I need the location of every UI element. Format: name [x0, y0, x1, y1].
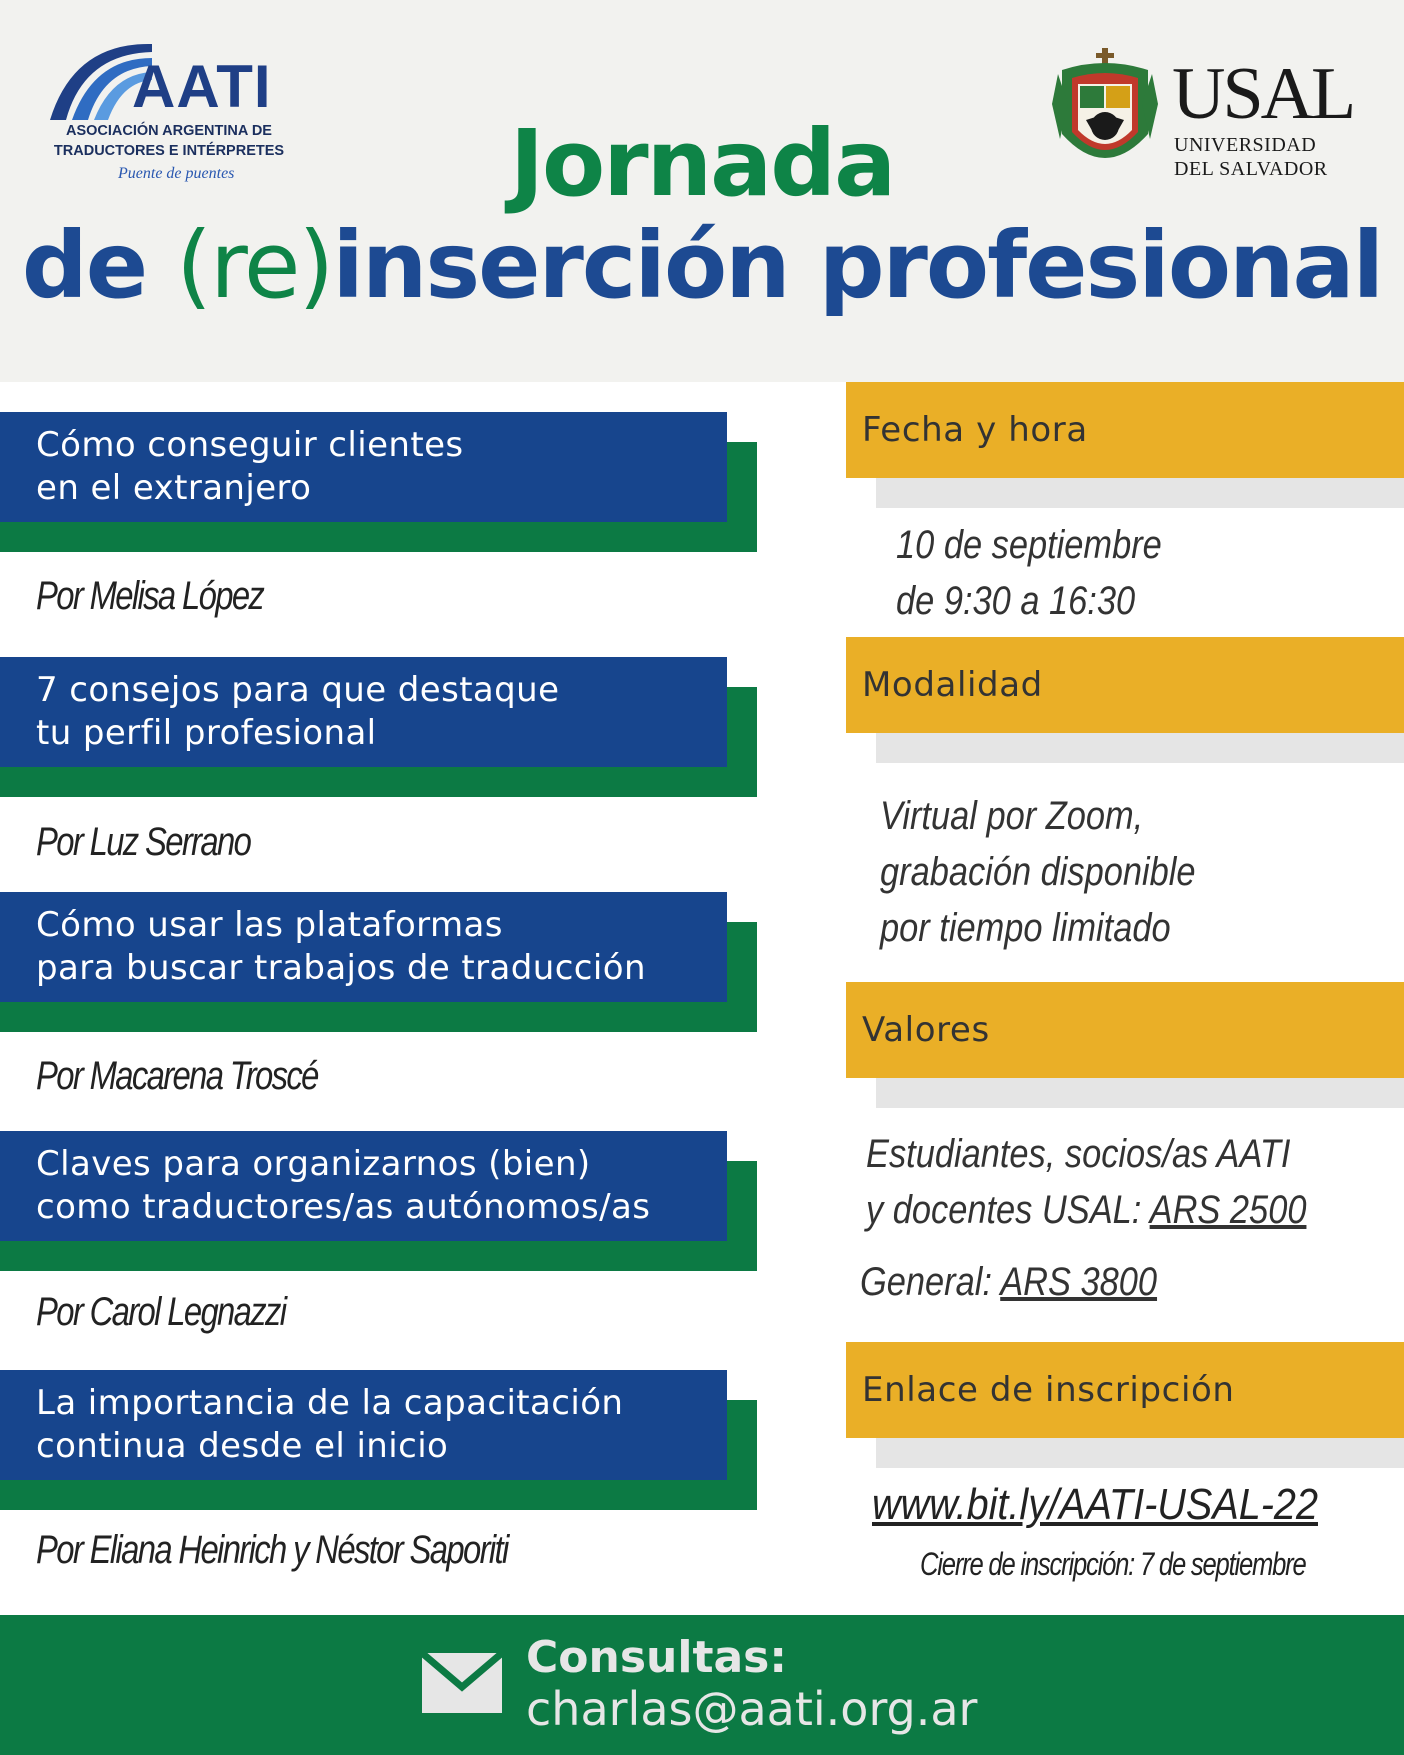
talk-5-speaker: Por Eliana Heinrich y Néstor Saporiti [36, 1528, 508, 1572]
mode-line3: por tiempo limitado [880, 906, 1171, 950]
aati-logo-line2: TRADUCTORES E INTÉRPRETES [53, 143, 285, 159]
talk-3-title-box [0, 892, 727, 1002]
price-member-value: ARS 2500 [1149, 1188, 1307, 1232]
title-prefix: de [21, 212, 177, 319]
talk-1-title: Cómo conseguir clientes en el extranjero [36, 425, 464, 508]
page-title-line1: Jornada [509, 110, 895, 217]
usal-logo-name: USAL [1172, 53, 1354, 135]
talk-4-title-box [0, 1131, 727, 1241]
link-heading: Enlace de inscripción [846, 1342, 1404, 1438]
talk-2-title: 7 consejos para que destaque tu perfil profesional [36, 670, 560, 753]
price-heading: Valores [846, 982, 1404, 1078]
registration-deadline: Cierre de inscripción: 7 de septiembre [920, 1546, 1306, 1582]
price-line1: Estudiantes, socios/as AATI [866, 1132, 1291, 1176]
price-heading-shadow [876, 1078, 1404, 1108]
date-line2: de 9:30 a 16:30 [896, 579, 1136, 623]
registration-link[interactable]: www.bit.ly/AATI-USAL-22 [872, 1480, 1318, 1529]
envelope-icon [420, 1651, 504, 1715]
talk-5-title-box [0, 1370, 727, 1480]
mode-line2: grabación disponible [880, 850, 1196, 894]
talk-4-speaker: Por Carol Legnazzi [36, 1290, 286, 1334]
talk-3-speaker: Por Macarena Troscé [36, 1054, 318, 1098]
contact-email[interactable]: charlas@aati.org.ar [526, 1682, 978, 1736]
usal-logo-line1: UNIVERSIDAD [1174, 134, 1317, 156]
aati-logo-line1: ASOCIACIÓN ARGENTINA DE [66, 123, 272, 139]
contact-label: Consultas: [526, 1632, 787, 1683]
link-heading-shadow [876, 1438, 1404, 1468]
price-general [860, 1254, 1157, 1310]
aati-logo-tagline: Puente de puentes [118, 165, 235, 182]
title-highlight: (re) [176, 212, 333, 319]
talk-1-speaker: Por Melisa López [36, 574, 264, 618]
talk-1-title-box [0, 412, 727, 522]
page-title-line2 [0, 212, 1404, 319]
mode-line1: Virtual por Zoom, [880, 794, 1144, 838]
mode-heading: Modalidad [846, 637, 1404, 733]
price-line2 [866, 1182, 1306, 1238]
title-suffix: inserción profesional [332, 212, 1383, 319]
mode-heading-shadow [876, 733, 1404, 763]
price-line2-prefix: y docentes USAL: [866, 1188, 1150, 1232]
talk-4-title: Claves para organizarnos (bien) como traductores/as autónomos/as [36, 1144, 651, 1227]
price-general-prefix: General: [860, 1260, 1001, 1304]
talk-2-speaker: Por Luz Serrano [36, 820, 251, 864]
price-general-value: ARS 3800 [1000, 1260, 1158, 1304]
talk-5-title: La importancia de la capacitación continua desde el inicio [36, 1383, 624, 1466]
usal-logo-line2: DEL SALVADOR [1174, 158, 1328, 180]
date-heading-shadow [876, 478, 1404, 508]
talk-3-title: Cómo usar las plataformas para buscar trabajos de traducción [36, 905, 646, 988]
talk-2-title-box [0, 657, 727, 767]
aati-logo-name: AATI [132, 53, 272, 120]
date-line1: 10 de septiembre [896, 523, 1162, 567]
date-heading: Fecha y hora [846, 382, 1404, 478]
